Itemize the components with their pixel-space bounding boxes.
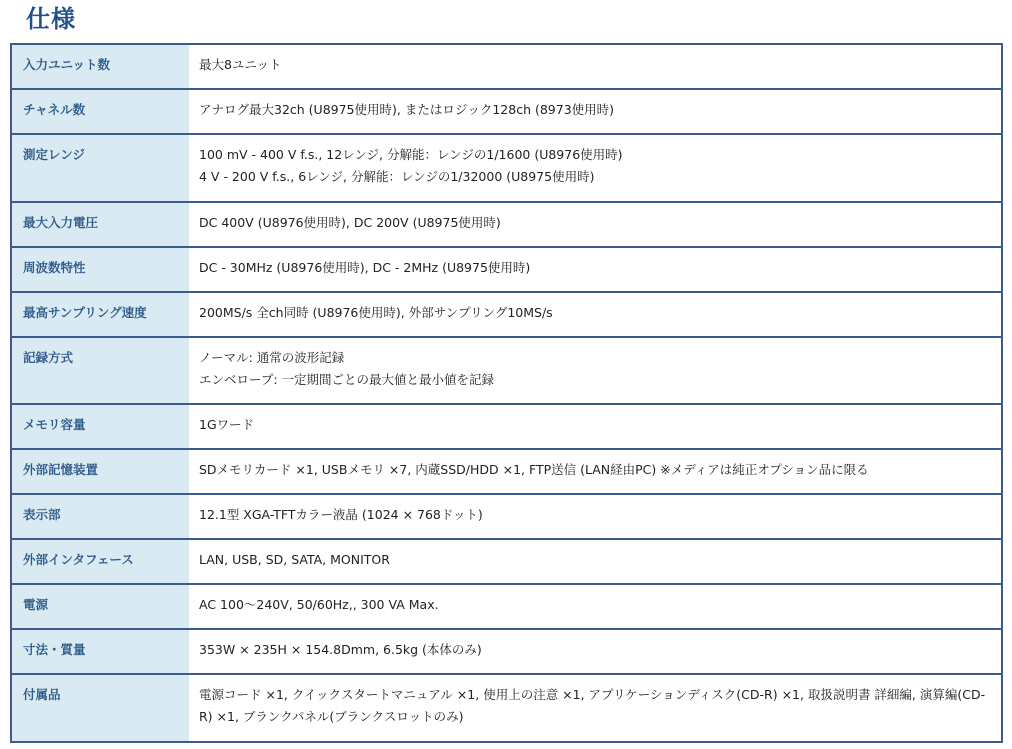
spec-row — [11, 494, 1002, 539]
page-title: 仕様 — [26, 5, 76, 33]
spec-label: 最大入力電圧 — [11, 202, 189, 247]
spec-label: 電源 — [11, 584, 189, 629]
spec-label: 付属品 — [11, 674, 189, 742]
spec-row — [11, 449, 1002, 494]
spec-row — [11, 629, 1002, 674]
spec-value-line: 1Gワード — [199, 417, 255, 432]
spec-value-line: 100 mV - 400 V f.s., 12レンジ, 分解能：レンジの1/1600 (U8976使用時) — [199, 147, 623, 162]
spec-row — [11, 247, 1002, 292]
spec-value — [189, 584, 1002, 629]
spec-label: 表示部 — [11, 494, 189, 539]
spec-row — [11, 134, 1002, 202]
spec-value-line: ノーマル: 通常の波形記録 — [199, 350, 345, 365]
spec-row — [11, 89, 1002, 134]
spec-value-line: SDメモリカード ×1, USBメモリ ×7, 内蔵SSD/HDD ×1, FTP送信 (LAN経由PC) ※メディアは純正オプション品に限る — [199, 462, 869, 477]
spec-value — [189, 404, 1002, 449]
spec-value-line: エンベロープ: 一定期間ごとの最大値と最小値を記録 — [199, 372, 495, 387]
spec-value — [189, 337, 1002, 404]
spec-value — [189, 629, 1002, 674]
spec-value-line: LAN, USB, SD, SATA, MONITOR — [199, 552, 390, 567]
spec-value-line: AC 100～240V, 50/60Hz,, 300 VA Max. — [199, 597, 439, 612]
spec-value-line: DC - 30MHz (U8976使用時), DC - 2MHz (U8975使用時) — [199, 260, 531, 275]
spec-value — [189, 292, 1002, 337]
spec-label: 測定レンジ — [11, 134, 189, 202]
spec-row — [11, 539, 1002, 584]
spec-label: 寸法・質量 — [11, 629, 189, 674]
spec-label: 最高サンプリング速度 — [11, 292, 189, 337]
spec-row — [11, 202, 1002, 247]
spec-value-line: 200MS/s 全ch同時 (U8976使用時), 外部サンプリング10MS/s — [199, 305, 553, 320]
spec-value — [189, 494, 1002, 539]
spec-label: 外部記憶装置 — [11, 449, 189, 494]
spec-value — [189, 539, 1002, 584]
spec-row — [11, 584, 1002, 629]
spec-label: 周波数特性 — [11, 247, 189, 292]
spec-row — [11, 674, 1002, 742]
spec-value — [189, 134, 1002, 202]
spec-row — [11, 292, 1002, 337]
spec-value-line: DC 400V (U8976使用時), DC 200V (U8975使用時) — [199, 215, 501, 230]
spec-label: チャネル数 — [11, 89, 189, 134]
spec-row — [11, 404, 1002, 449]
spec-value-line: 12.1型 XGA-TFTカラー液晶 (1024 × 768ドット) — [199, 507, 483, 522]
spec-label: 入力ユニット数 — [11, 44, 189, 89]
spec-value-line: 電源コード ×1, クイックスタートマニュアル ×1, 使用上の注意 ×1, アプリケーションディスク(CD-R) ×1, 取扱説明書 詳細編, 演算編(CD-R) ×1, ブランクパネル(ブランクスロットのみ) — [199, 687, 986, 724]
spec-label: メモリ容量 — [11, 404, 189, 449]
spec-value — [189, 89, 1002, 134]
spec-value-line: 最大8ユニット — [199, 57, 282, 72]
spec-value — [189, 202, 1002, 247]
spec-value — [189, 449, 1002, 494]
spec-label: 外部インタフェース — [11, 539, 189, 584]
spec-value-line: アナログ最大32ch (U8975使用時), またはロジック128ch (8973使用時) — [199, 102, 615, 117]
spec-row — [11, 44, 1002, 89]
spec-table — [10, 43, 1003, 743]
spec-value-line: 353W × 235H × 154.8Dmm, 6.5kg (本体のみ) — [199, 642, 482, 657]
spec-value-line: 4 V - 200 V f.s., 6レンジ, 分解能：レンジの1/32000 (U8975使用時) — [199, 169, 595, 184]
spec-value — [189, 44, 1002, 89]
spec-value — [189, 247, 1002, 292]
spec-table-body — [11, 44, 1002, 742]
spec-value — [189, 674, 1002, 742]
spec-label: 記録方式 — [11, 337, 189, 404]
spec-row — [11, 337, 1002, 404]
